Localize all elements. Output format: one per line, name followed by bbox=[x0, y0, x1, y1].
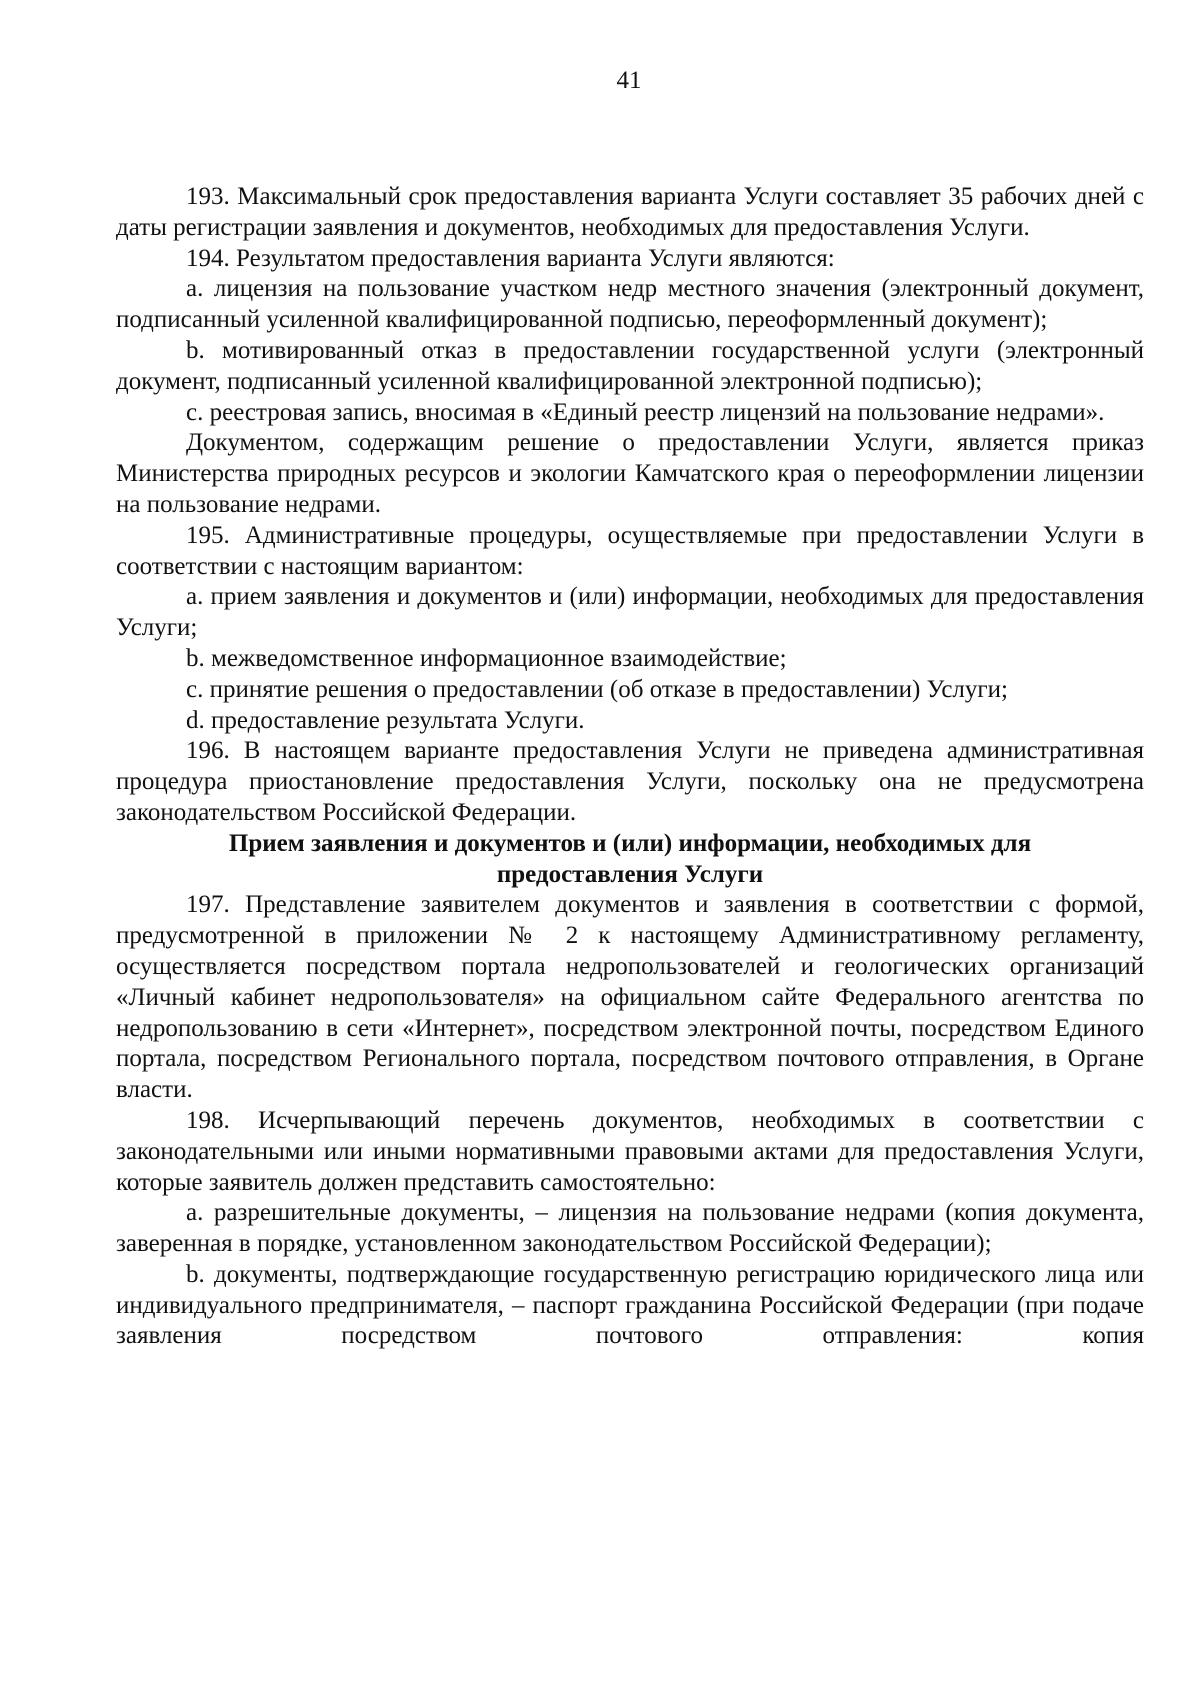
paragraph-193: 193. Максимальный срок предоставления варианта Услуги составляет 35 рабочих дней с даты регистрации заявления и документов, необходимых для предоставления Услуги. bbox=[116, 183, 1144, 241]
list-item-198-a: a. разрешительные документы, – лицензия на пользование недрами (копия документа, заверенная в порядке, установленном законодательством Российской Федерации); bbox=[116, 1199, 1144, 1258]
paragraph-197: 197. Представление заявителем документов и заявления в соответствии с формой, предусмотренной в приложении № 2 к настоящему Административному регламенту, осуществляется посредством портала недропользователей и геологических организаций «Личный кабинет недропользователя» на официальном сайте Федерального агентства по недропользованию в сети «Интернет», посредством электронной почты, посредством Единого портала, посредством Регионального портала, посредством почтового отправления, в Органе власти. bbox=[116, 891, 1144, 1104]
list-item-194-c: c. реестровая запись, вносимая в «Единый реестр лицензий на пользование недрами». bbox=[186, 398, 1105, 426]
list-item-194-a: a. лицензия на пользование участком недр местного значения (электронный документ, подписанный усиленной квалифицированной подписью, переоформленный документ); bbox=[116, 275, 1144, 334]
paragraph-195: 195. Административные процедуры, осуществляемые при предоставлении Услуги в соответствии с настоящим вариантом: bbox=[116, 521, 1144, 580]
document-body bbox=[116, 182, 1144, 1352]
paragraph-194: 194. Результатом предоставления варианта Услуги являются: bbox=[186, 244, 835, 272]
paragraph-198: 198. Исчерпывающий перечень документов, необходимых в соответствии с законодательными или иными нормативными правовыми актами для предоставления Услуги, которые заявитель должен представить самостоятельно: bbox=[116, 1106, 1144, 1196]
list-item-195-d: d. предоставление результата Услуги. bbox=[186, 706, 585, 734]
page-number: 41 bbox=[616, 67, 642, 94]
list-item-195-c: c. принятие решения о предоставлении (об отказе в предоставлении) Услуги; bbox=[186, 675, 1008, 703]
list-item-194-b: b. мотивированный отказ в предоставлении государственной услуги (электронный документ, подписанный усиленной квалифицированной электронной подписью); bbox=[116, 336, 1144, 395]
paragraph-196: 196. В настоящем варианте предоставления Услуги не приведена административная процедура приостановление предоставления Услуги, поскольку она не предусмотрена законодательством Российской Федерации. bbox=[116, 737, 1144, 826]
list-item-195-a: a. прием заявления и документов и (или) информации, необходимых для предоставления Услуги; bbox=[116, 583, 1144, 642]
paragraph-decision-document: Документом, содержащим решение о предоставлении Услуги, является приказ Министерства природных ресурсов и экологии Камчатского края о переоформлении лицензии на пользование недрами. bbox=[116, 429, 1144, 518]
section-heading: Прием заявления и документов и (или) информации, необходимых для предоставления Услуги bbox=[228, 829, 1032, 888]
list-item-198-b: b. документы, подтверждающие государственную регистрацию юридического лица или индивидуального предпринимателя, – паспорт гражданина Российской Федерации (при подаче заявления посредством почтового отправления: копия bbox=[116, 1260, 1144, 1350]
list-item-195-b: b. межведомственное информационное взаимодействие; bbox=[186, 644, 787, 672]
